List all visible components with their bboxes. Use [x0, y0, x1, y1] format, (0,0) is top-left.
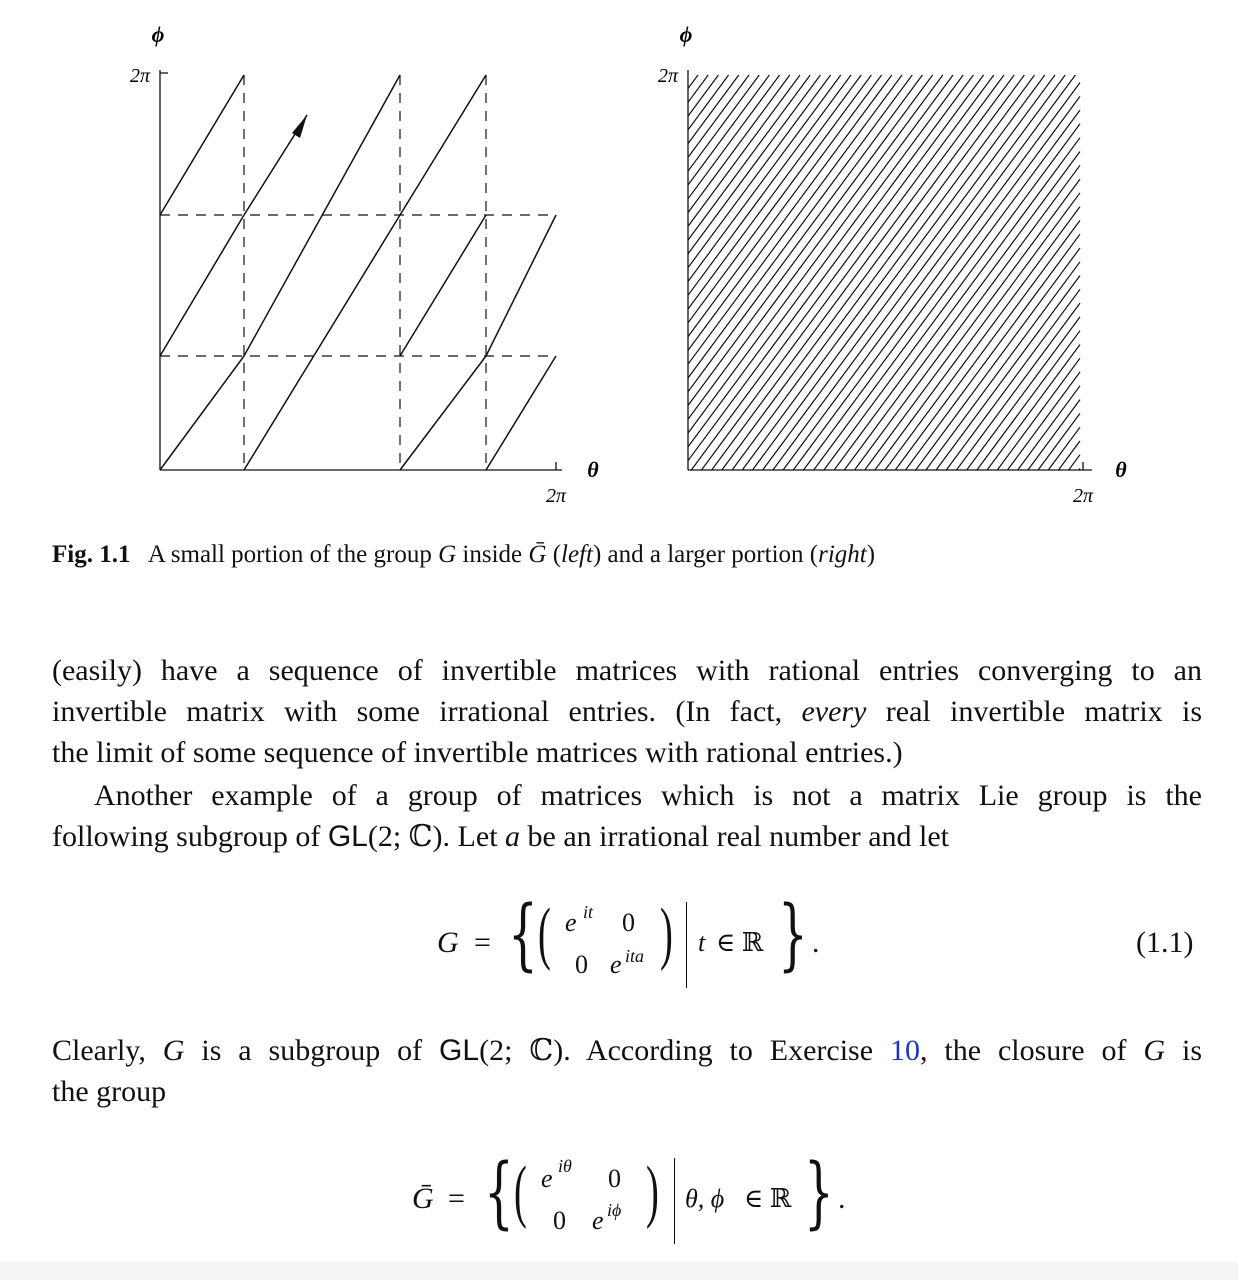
eq1-m11: e	[565, 908, 577, 937]
paragraph-2	[52, 775, 1202, 857]
eq1-right-brace: }	[778, 890, 808, 980]
hatch-line	[688, 75, 831, 268]
eq2-m11: e	[541, 1164, 553, 1193]
hatch-line	[688, 75, 943, 419]
left-trajectory	[160, 75, 556, 470]
hatch-line	[688, 75, 769, 185]
right-y-axis-label: ϕ	[679, 22, 693, 47]
eq1-m22-exp: ita	[625, 946, 645, 966]
figure-caption	[52, 541, 875, 569]
bottom-strip	[0, 1262, 1238, 1280]
p1-every: every	[801, 695, 867, 728]
caption-paren-close: )	[866, 541, 876, 568]
hatch-line	[688, 75, 902, 364]
hatch-line	[688, 75, 759, 171]
hatch-line	[1018, 386, 1080, 470]
hatch-line	[1048, 427, 1080, 470]
eq1-m22: e	[610, 950, 622, 979]
p3-g: G	[162, 1034, 185, 1067]
eq2-m12: 0	[608, 1164, 621, 1193]
hatch-line	[967, 317, 1080, 470]
eq1-cond-var: t	[698, 928, 706, 957]
eq2-m22-exp: iϕ	[607, 1200, 622, 1220]
hatch-line	[688, 75, 739, 144]
hatch-line	[688, 75, 963, 447]
hatch-line	[814, 110, 1080, 470]
hatch-line	[1069, 455, 1080, 470]
eq2-left-paren: (	[514, 1153, 527, 1230]
hatch-line	[688, 75, 933, 406]
trajectory-segment	[160, 215, 244, 356]
hatch-line	[895, 220, 1080, 470]
p3-closure: , the closure of	[919, 1034, 1127, 1067]
hatch-line	[688, 75, 851, 295]
hatch-line	[834, 138, 1080, 470]
hatch-line	[688, 75, 810, 240]
hatch-line	[957, 303, 1081, 470]
hatch-line	[1028, 400, 1080, 470]
hatch-line	[688, 75, 820, 254]
p3-line-1	[52, 1030, 1202, 1071]
p1-line-1: (easily) have a sequence of invertible matrices with rational entries converging to an	[52, 654, 1202, 687]
caption-g: G	[438, 541, 457, 568]
eq1-period: .	[812, 926, 820, 959]
hatch-line	[688, 75, 882, 337]
left-y-tick-label: 2π	[129, 65, 151, 87]
trajectory-segment	[486, 215, 556, 356]
hatch-line	[793, 83, 1080, 470]
hatch-line	[688, 75, 841, 282]
eq1-lhs: G	[437, 926, 459, 959]
eq2-m22: e	[592, 1206, 604, 1235]
right-plot	[658, 22, 1127, 507]
hatch-line	[885, 207, 1080, 470]
eq2-m21: 0	[553, 1206, 566, 1235]
caption-text: A small portion of the group	[147, 541, 432, 568]
eq1-m12: 0	[622, 908, 635, 937]
caption-gbar: Ḡ	[528, 541, 547, 568]
left-y-axis-label: ϕ	[151, 22, 165, 47]
hatch-line	[688, 75, 800, 226]
exercise-10-link[interactable]: 10	[889, 1034, 920, 1067]
right-x-axis-label: θ	[1115, 457, 1127, 482]
p2-gl: GL	[327, 820, 368, 853]
eq1-cond: ∈ ℝ	[716, 928, 764, 957]
paragraph-3	[52, 1030, 1202, 1112]
trajectory-segment	[400, 215, 486, 356]
eq1-bar	[686, 902, 687, 988]
p2-gl-args: (2; ℂ). Let	[367, 820, 498, 853]
hatch-line	[855, 165, 1081, 470]
eq2-bar	[674, 1158, 675, 1244]
eq1-equals: =	[474, 926, 491, 959]
eq2-right-paren: )	[646, 1153, 659, 1230]
hatch-line	[987, 345, 1080, 471]
left-plot	[130, 22, 599, 507]
p3-line-2: the group	[52, 1075, 167, 1108]
hatch-line	[926, 262, 1080, 470]
p3-gl: GL	[439, 1034, 480, 1067]
hatch-line	[1038, 413, 1080, 470]
right-dense-trajectory	[688, 75, 1080, 470]
eq1-m21: 0	[575, 950, 588, 979]
hatch-line	[977, 331, 1080, 470]
caption-number: Fig. 1.1	[52, 541, 131, 568]
hatch-line	[1059, 441, 1081, 470]
hatch-line	[824, 124, 1080, 470]
eq1-left-brace: {	[508, 890, 538, 980]
hatch-line	[865, 179, 1080, 470]
equation-1-1	[0, 880, 1238, 1000]
eq2-equals: =	[448, 1182, 465, 1215]
hatch-line	[844, 152, 1080, 471]
hatch-line	[688, 75, 729, 130]
eq2-cond-vars: θ, ϕ	[685, 1184, 725, 1213]
trajectory-segment	[400, 75, 486, 215]
left-dashed-grid	[160, 75, 556, 470]
paragraph-1	[52, 650, 1202, 773]
right-x-tick-label: 2π	[1072, 485, 1094, 507]
hatch-line	[688, 75, 871, 323]
caption-mid: ) and a larger portion (	[592, 541, 819, 568]
right-y-tick-label: 2π	[657, 65, 679, 87]
p3-gl-args: (2; ℂ). According to Exercise	[479, 1034, 874, 1067]
caption-inside: inside	[462, 541, 523, 568]
caption-paren-open: (	[552, 541, 562, 568]
eq2-left-brace: {	[484, 1148, 514, 1238]
eq2-period: .	[838, 1182, 846, 1215]
p2-line-2a: following subgroup of	[52, 820, 321, 853]
p1-line-3: the limit of some sequence of invertible matrices with rational entries.)	[52, 736, 903, 769]
p3-g2: G	[1143, 1034, 1166, 1067]
eq1-right-paren: )	[660, 895, 673, 972]
trajectory-segment	[400, 356, 486, 470]
p3-is-sub: is a subgroup of	[201, 1034, 423, 1067]
p2-a: a	[505, 820, 521, 853]
trajectory-segment	[486, 356, 556, 470]
p1-line-2	[52, 691, 1202, 732]
p2-line-2	[52, 816, 1202, 857]
hatch-line	[688, 75, 953, 433]
trajectory-segment	[160, 75, 244, 215]
hatch-line	[688, 75, 973, 461]
p2-line-2b: be an irrational real number and let	[527, 820, 950, 853]
hatch-line	[997, 358, 1080, 470]
eq1-m11-exp: it	[583, 902, 594, 922]
hatch-line	[688, 75, 698, 89]
eq1-number: (1.1)	[1136, 926, 1194, 959]
p3-is: is	[1182, 1034, 1203, 1067]
p3-clearly: Clearly,	[52, 1034, 146, 1067]
caption-left: left	[561, 541, 593, 568]
hatch-line	[688, 75, 912, 378]
p1-line-2a: invertible matrix with some irrational entries. (In fact,	[52, 695, 783, 728]
caption-right: right	[818, 541, 867, 568]
eq2-m11-exp: iθ	[558, 1156, 572, 1176]
eq2-cond: ∈ ℝ	[744, 1184, 792, 1213]
hatch-line	[916, 248, 1080, 470]
eq2-right-brace: }	[804, 1148, 834, 1238]
hatch-line	[688, 75, 749, 157]
eq2-lhs: Ḡ	[412, 1182, 434, 1215]
hatch-line	[688, 75, 708, 102]
left-x-axis-label: θ	[587, 457, 599, 482]
p2-line-1: Another example of a group of matrices which is not a matrix Lie group is the	[94, 779, 1202, 812]
figure-1-1	[0, 0, 1238, 520]
eq1-left-paren: (	[538, 895, 551, 972]
p1-line-2b: real invertible matrix is	[885, 695, 1203, 728]
hatch-line	[688, 75, 780, 199]
left-x-tick-label: 2π	[545, 485, 567, 507]
equation-2	[0, 1140, 1238, 1260]
hatch-line	[946, 289, 1080, 470]
trajectory-segment	[160, 356, 244, 470]
trajectory-segment	[244, 215, 400, 470]
